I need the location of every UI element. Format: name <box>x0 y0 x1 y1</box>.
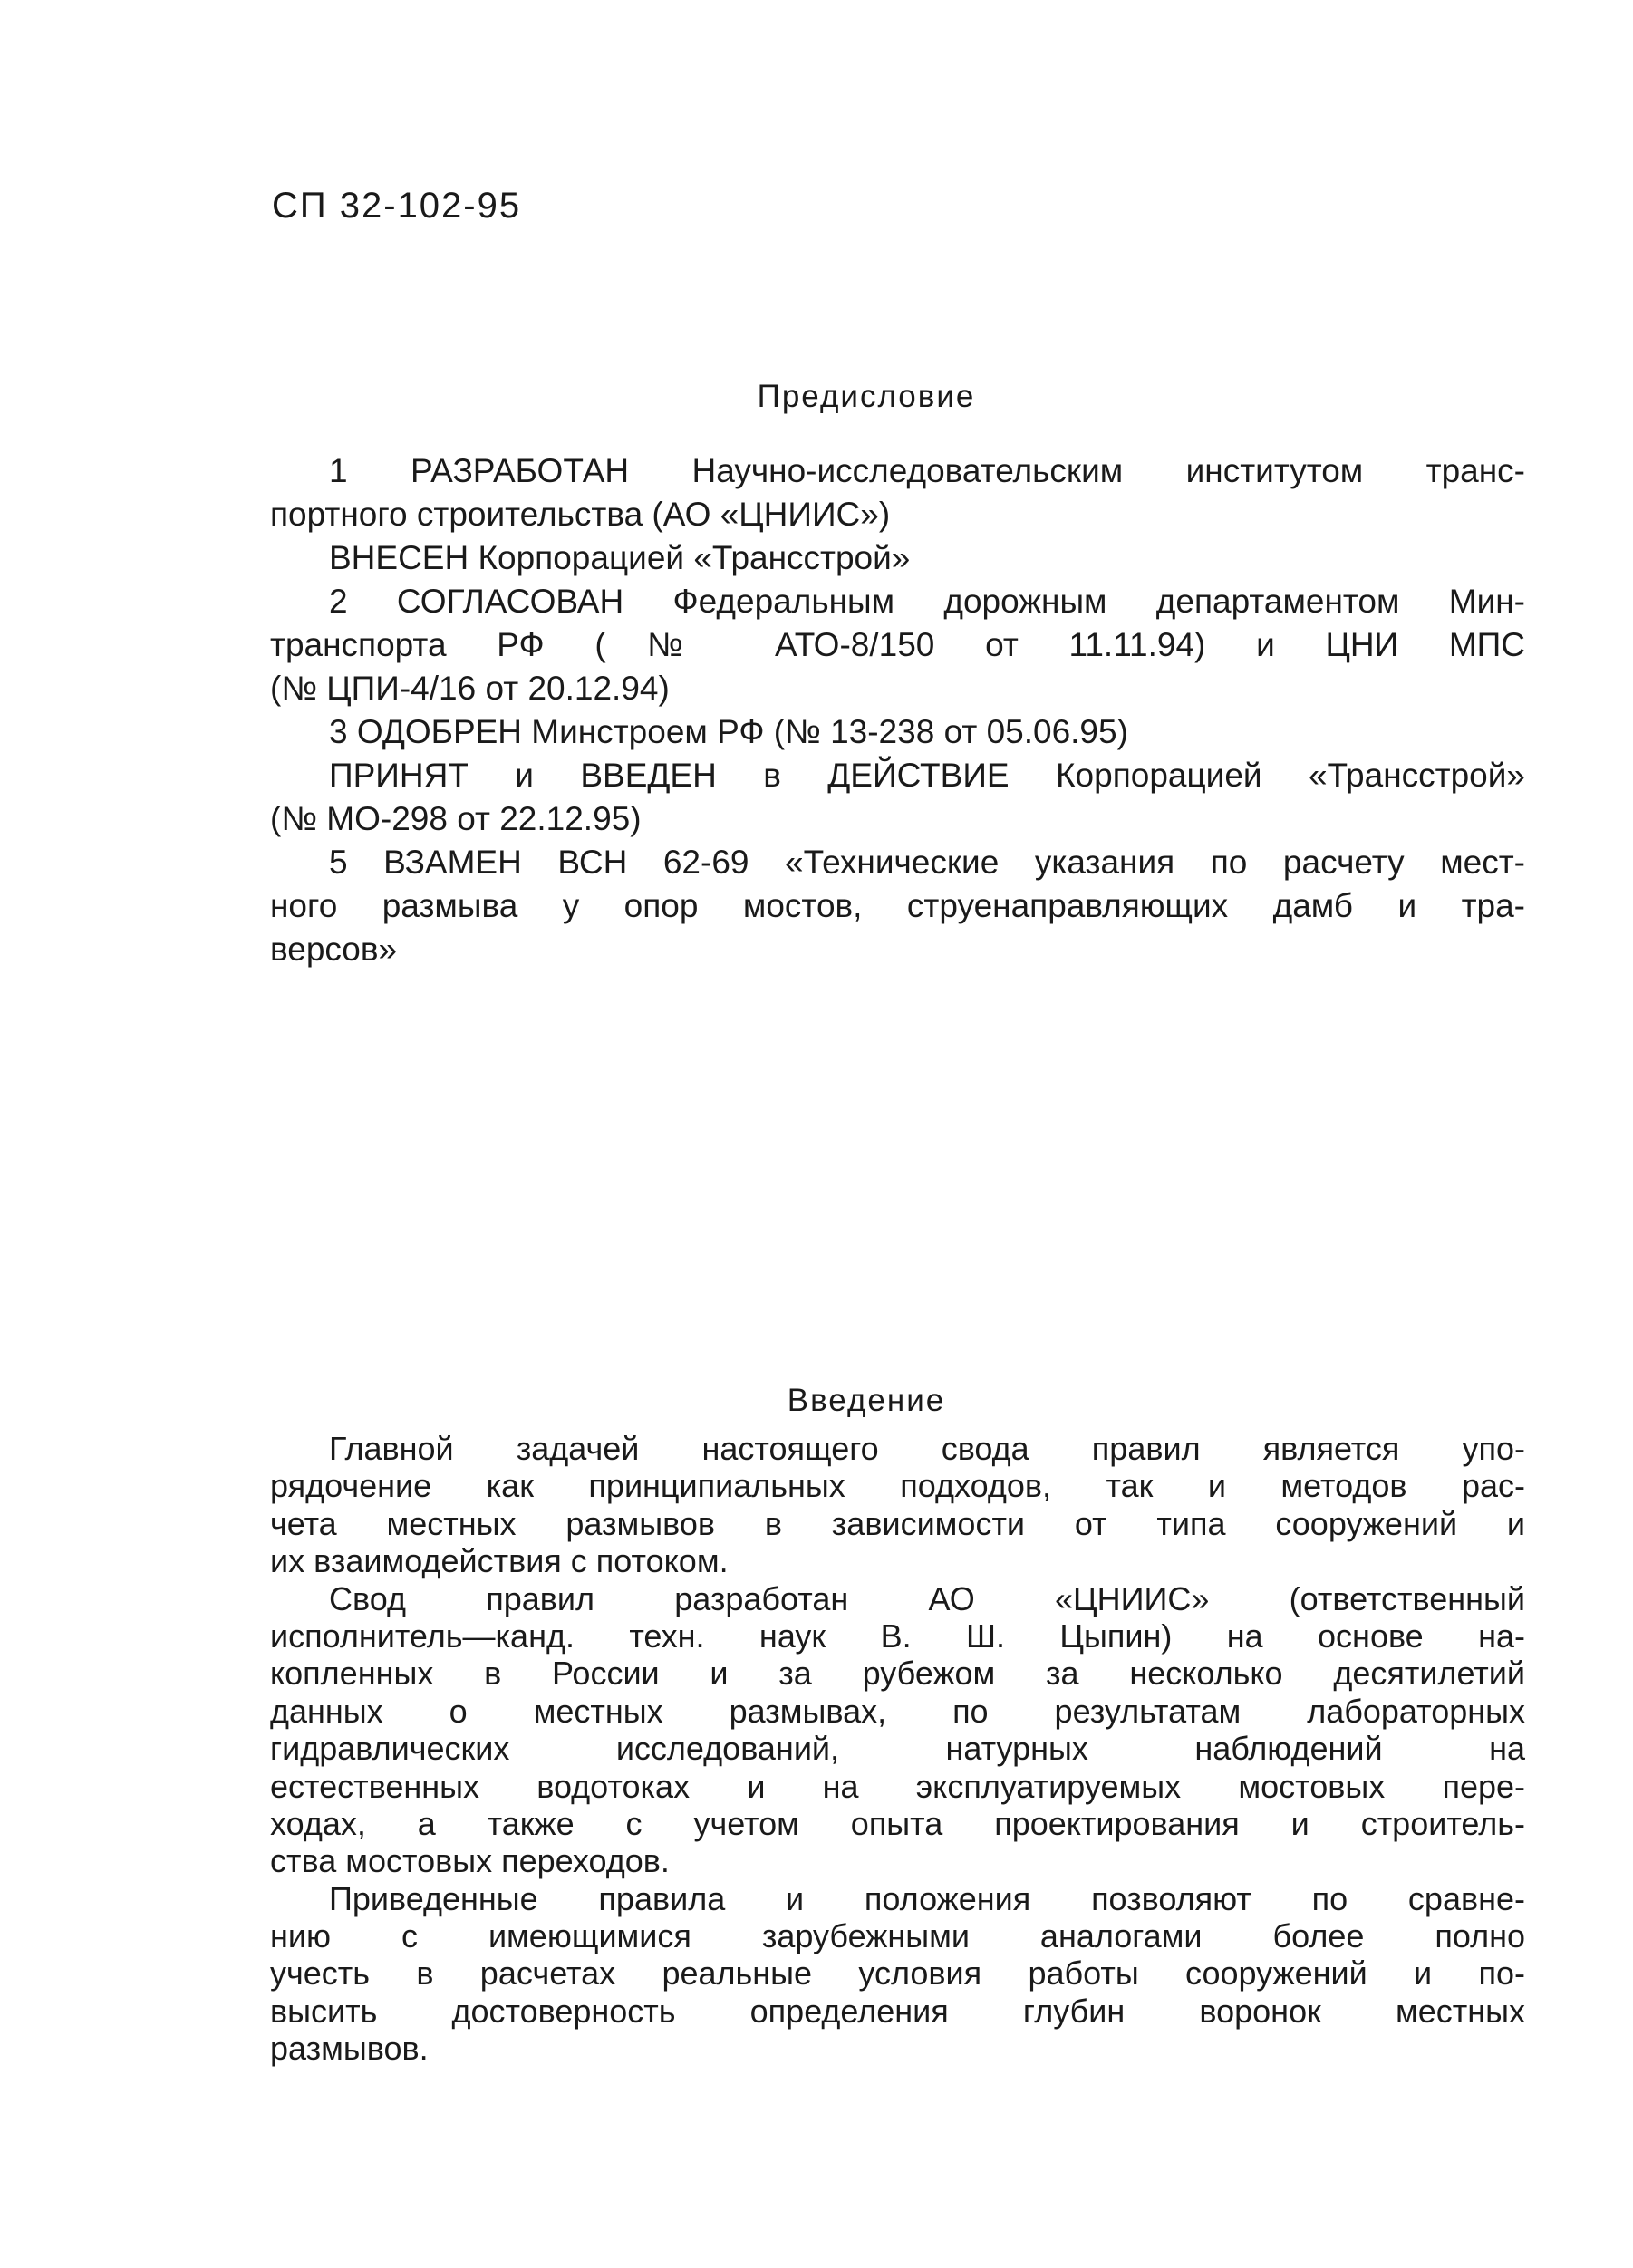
text-line: исполнитель—канд. техн. наук В. Ш. Цыпин) на основе на- <box>270 1617 1525 1655</box>
text-line: 2 СОГЛАСОВАН Федеральным дорожным департаментом Мин- <box>329 583 1525 620</box>
text-line: чета местных размывов в зависимости от типа сооружений и <box>270 1504 1525 1542</box>
text-line: копленных в России и за рубежом за несколько десятилетий <box>270 1655 1525 1693</box>
text-line: ходах, а также с учетом опыта проектирования и строитель- <box>270 1804 1525 1842</box>
text-line: данных о местных размывах, по результатам лабораторных <box>270 1692 1525 1730</box>
text-line: ВНЕСЕН Корпорацией «Трансстрой» <box>329 539 911 576</box>
text-line: учесть в расчетах реальные условия работы сооружений и по- <box>270 1954 1525 1993</box>
text-line: рядочение как принципиальных подходов, так и методов рас- <box>270 1467 1525 1505</box>
text-line: Свод правил разработан АО «ЦНИИС» (ответственный <box>329 1579 1525 1617</box>
text-line: Приведенные правила и положения позволяют по сравне- <box>329 1879 1525 1917</box>
text-line: портного строительства (АО «ЦНИИС») <box>270 496 891 533</box>
text-line: 1 РАЗРАБОТАН Научно-исследовательским институтом транс- <box>329 452 1525 489</box>
text-line: 5 ВЗАМЕН ВСН 62-69 «Технические указания по расчету мест- <box>329 844 1525 881</box>
text-line: Главной задачей настоящего свода правил является упо- <box>329 1430 1525 1467</box>
preface-title: Предисловие <box>757 379 976 414</box>
introduction-title: Введение <box>787 1383 946 1418</box>
text-line: естественных водотоках и на эксплуатируемых мостовых пере- <box>270 1767 1525 1805</box>
text-line: их взаимодействия с потоком. <box>270 1542 729 1580</box>
text-line: нию с имеющимися зарубежными аналогами более полно <box>270 1917 1525 1955</box>
text-line: размывов. <box>270 2030 429 2068</box>
text-line: 3 ОДОБРЕН Минстроем РФ (№ 13-238 от 05.06.95) <box>329 713 1128 750</box>
text-line: гидравлических исследований, натурных наблюдений на <box>270 1730 1525 1768</box>
introduction-text <box>270 1430 1525 2068</box>
text-line: ПРИНЯТ и ВВЕДЕН в ДЕЙСТВИЕ Корпорацией «Трансстрой» <box>329 757 1525 794</box>
text-line: (№ ЦПИ-4/16 от 20.12.94) <box>270 670 670 707</box>
text-line: версов» <box>270 931 398 968</box>
text-line: высить достоверность определения глубин воронок местных <box>270 1992 1525 2030</box>
text-line: (№ МО-298 от 22.12.95) <box>270 800 642 837</box>
document-code: СП 32-102-95 <box>272 186 522 226</box>
text-line: ного размыва у опор мостов, струенаправляющих дамб и тра- <box>270 887 1525 924</box>
text-line: ства мостовых переходов. <box>270 1842 670 1880</box>
text-line: транспорта РФ (№ АТО-8/150 от 11.11.94) и ЦНИ МПС <box>270 626 1525 663</box>
preface-text <box>270 449 1525 971</box>
